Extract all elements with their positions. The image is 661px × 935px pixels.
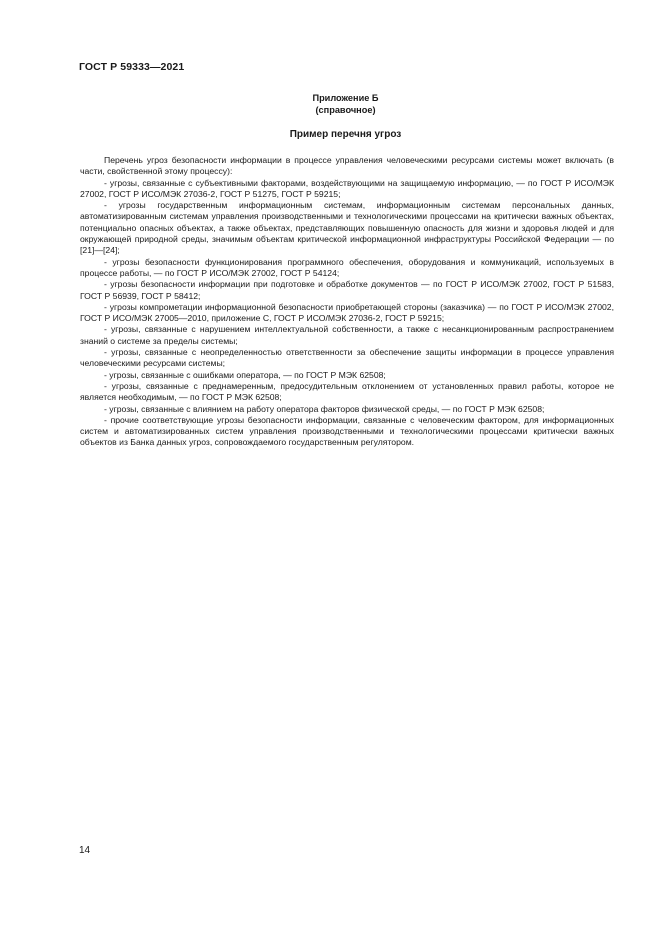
appendix-title: Приложение Б [312,93,379,103]
paragraph-intro: Перечень угроз безопасности информации в процессе управления человеческими ресурсами системы может включать (в части, свойственной этому процессу): [80,155,614,177]
list-item: - угрозы, связанные с неопределенностью ответственности за обеспечение защиты информации в процессе управления человеческими ресурсами системы; [80,347,614,369]
list-item: - угрозы, связанные с нарушением интеллектуальной собственности, а также с несанкционированным распространением знаний о системе за пределы системы; [80,324,614,346]
list-item: - угрозы компрометации информационной безопасности приобретающей стороны (заказчика) — по ГОСТ Р ИСО/МЭК 27002, ГОСТ Р ИСО/МЭК 27005—2010, приложение С, ГОСТ Р ИСО/МЭК 27036-2, ГОСТ Р 59215; [80,301,614,324]
body-text [80,155,614,449]
list-item: - угрозы, связанные с влиянием на работу оператора факторов физической среды, — по ГОСТ Р МЭК 62508; [104,403,545,414]
document-code: ГОСТ Р 59333—2021 [79,61,185,73]
appendix-heading [0,92,661,116]
list-item: - угрозы, связанные с преднамеренным, предосудительным отклонением от установленных правил работы, которое не является необходимым, — по ГОСТ Р МЭК 62508; [80,380,614,403]
list-item: - угрозы государственным информационным системам, информационным системам персональных данных, автоматизированным системам управления производственными и технологическими процессами на критически важных объектах, потенциально опасных объектах, а также объектах, представляющих повышенную опасность для жизни и здоровья людей и для окружающей природной среды, значимым объектам критической информационной инфраструктуры Российской Федерации — по [21]—[24]; [80,200,614,256]
list-item: - угрозы безопасности информации при подготовке и обработке документов — по ГОСТ Р ИСО/МЭК 27002, ГОСТ Р 51583, ГОСТ Р 56939, ГОСТ Р 58412; [80,279,614,301]
list-item: - угрозы безопасности функционирования программного обеспечения, оборудования и коммуникаций, используемых в процессе работы, — по ГОСТ Р ИСО/МЭК 27002, ГОСТ Р 54124; [80,256,614,278]
appendix-subtitle: (справочное) [315,105,376,115]
section-title: Пример перечня угроз [289,129,402,140]
list-item: - угрозы, связанные с ошибками оператора, — по ГОСТ Р МЭК 62508; [104,369,386,380]
page-number: 14 [79,845,91,856]
list-item: - прочие соответствующие угрозы безопасности информации, связанные с человеческим фактором, для информационных систем и автоматизированных систем управления производственными и технологическими процессами критически важных объектов из Банка данных угроз, сопровождаемого государственным регулятором. [80,414,614,448]
list-item: - угрозы, связанные с субъективными факторами, воздействующими на защищаемую информацию, — по ГОСТ Р ИСО/МЭК 27002, ГОСТ Р ИСО/МЭК 27036-2, ГОСТ Р 51275, ГОСТ Р 59215; [80,177,614,199]
